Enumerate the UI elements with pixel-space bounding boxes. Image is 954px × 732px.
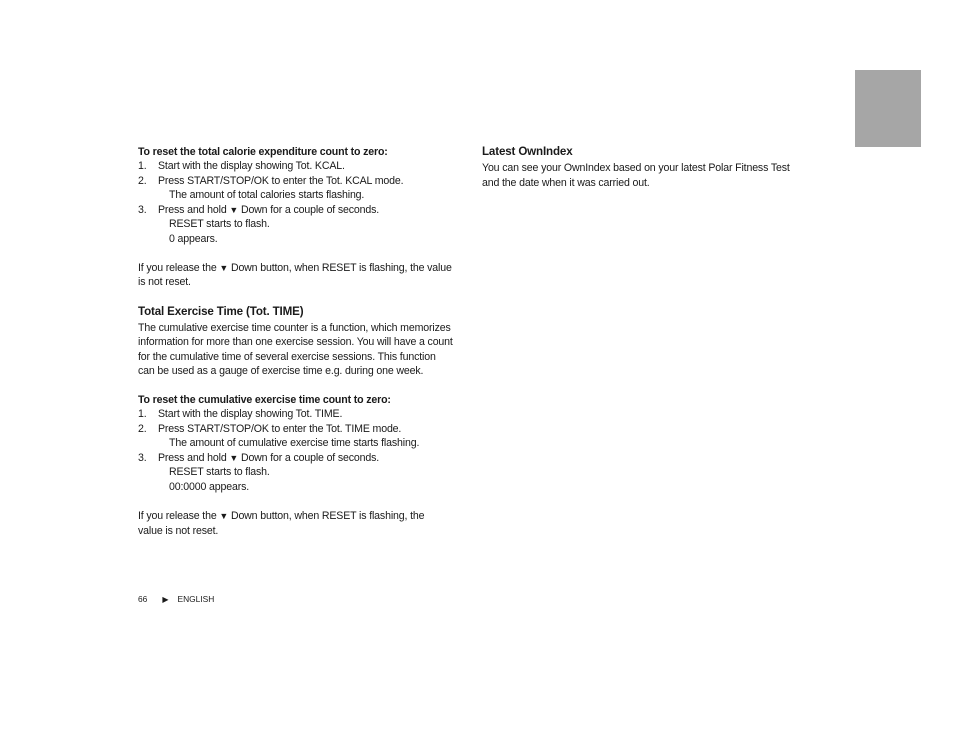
down-triangle-icon: ▼ bbox=[219, 511, 229, 521]
down-triangle-icon: ▼ bbox=[229, 205, 239, 215]
calorie-step-1: 1. Start with the display showing Tot. KCAL. bbox=[138, 160, 345, 172]
down-triangle-icon: ▼ bbox=[229, 453, 239, 463]
page-footer bbox=[138, 593, 214, 606]
calorie-note-line-2: is not reset. bbox=[138, 276, 191, 288]
exercise-paragraph-line-4: can be used as a gauge of exercise time e.g. during one week. bbox=[138, 365, 424, 377]
ownindex-heading: Latest OwnIndex bbox=[482, 145, 573, 158]
exercise-step-2: 2. Press START/STOP/OK to enter the Tot. TIME mode. bbox=[138, 423, 402, 435]
exercise-note-line-1: If you release the ▼ Down button, when RESET is flashing, the bbox=[138, 510, 425, 522]
exercise-paragraph-line-3: for the cumulative time of several exercise sessions. This function bbox=[138, 351, 436, 363]
footer-language: ENGLISH bbox=[177, 594, 215, 604]
play-arrow-icon: ▶ bbox=[162, 595, 169, 604]
page-number: 66 bbox=[138, 594, 148, 604]
calorie-step-2: 2. Press START/STOP/OK to enter the Tot. KCAL mode. bbox=[138, 175, 404, 187]
exercise-step-1: 1. Start with the display showing Tot. TIME. bbox=[138, 408, 343, 420]
exercise-step-3-sub-1: RESET starts to flash. bbox=[169, 466, 270, 478]
exercise-step-3-sub-2: 00:0000 appears. bbox=[169, 481, 250, 493]
calorie-step-3-sub-2: 0 appears. bbox=[169, 233, 218, 245]
exercise-step-2-sub: The amount of cumulative exercise time starts flashing. bbox=[169, 437, 420, 449]
section-tab-marker bbox=[855, 70, 921, 147]
calorie-step-3-sub-1: RESET starts to flash. bbox=[169, 218, 270, 230]
exercise-paragraph-line-2: information for more than one exercise session. You will have a count bbox=[138, 336, 453, 348]
exercise-step-3: 3. Press and hold ▼ Down for a couple of seconds. bbox=[138, 452, 380, 464]
exercise-note-line-2: value is not reset. bbox=[138, 525, 219, 537]
exercise-reset-heading: To reset the cumulative exercise time count to zero: bbox=[138, 394, 391, 406]
ownindex-line-1: You can see your OwnIndex based on your latest Polar Fitness Test bbox=[482, 162, 790, 174]
calorie-step-3: 3. Press and hold ▼ Down for a couple of seconds. bbox=[138, 204, 380, 216]
calorie-reset-heading: To reset the total calorie expenditure count to zero: bbox=[138, 146, 388, 158]
calorie-step-2-sub: The amount of total calories starts flashing. bbox=[169, 189, 365, 201]
ownindex-line-2: and the date when it was carried out. bbox=[482, 177, 650, 189]
exercise-paragraph-line-1: The cumulative exercise time counter is a function, which memorizes bbox=[138, 322, 451, 334]
down-triangle-icon: ▼ bbox=[219, 263, 229, 273]
calorie-note-line-1: If you release the ▼ Down button, when RESET is flashing, the value bbox=[138, 262, 452, 274]
exercise-heading: Total Exercise Time (Tot. TIME) bbox=[138, 305, 304, 318]
